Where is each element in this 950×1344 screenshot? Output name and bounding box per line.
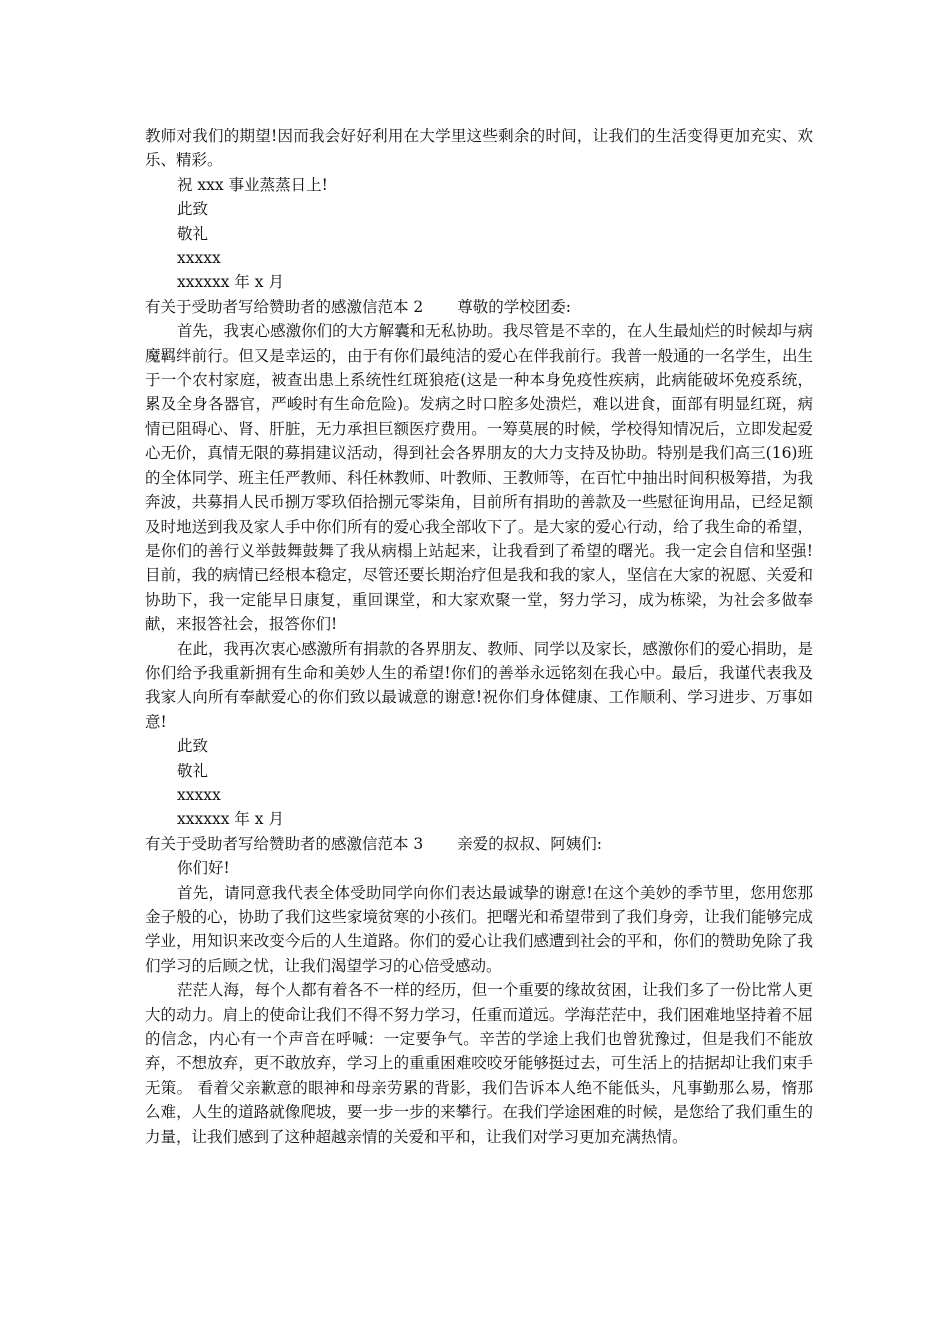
letter2-signature: xxxxx: [177, 785, 221, 804]
letter2-paragraph-1: 首先，我衷心感激你们的大方解囊和无私协助。我尽管是不幸的，在人生最灿烂的时候却与病魔羁绊前行。但又是幸运的，由于有你们最纯洁的爱心在伴我前行。我普一般通的一名学生，出生于一个农村家庭，被查出患上系统性红斑狼疮(这是一种本身免疫性疾病，此病能破坏免疫系统，累及全身各器官，严峻时有生命危险)。发病之时口腔多处溃烂，难以进食，面部有明显红斑，病情已阻碍心、肾、肝脏，无力承担巨额医疗费用。一筹莫展的时候，学校得知情况后，立即发起爱心无价，真情无限的募捐建议活动，得到社会各界朋友的大力支持及协助。特别是我们高三(16)班的全体同学、班主任严教师、科任林教师、叶教师、王教师等，在百忙中抽出时间积极筹措，为我奔波，共募捐人民币捌万零玖佰拾捌元零柒角，目前所有捐助的善款及一些慰征询用品，已经足额及时地送到我及家人手中你们所有的爱心我全部收下了。是大家的爱心行动，给了我生命的希望，是你们的善行义举鼓舞鼓舞了我从病榻上站起来，让我看到了希望的曙光。我一定会自信和坚强!目前，我的病情已经根本稳定，尽管还要长期治疗但是我和我的家人，坚信在大家的祝愿、关爱和协助下，我一定能早日康复，重回课堂，和大家欢聚一堂，努力学习，成为栋梁，为社会多做奉献，来报答社会，报答你们!: [145, 322, 813, 634]
letter3-paragraph-2: 茫茫人海，每个人都有着各不一样的经历，但一个重要的缘故贫困，让我们多了一份比常人更大的动力。肩上的使命让我们不得不努力学习，任重而道远。学海茫茫中，我们困难地坚持着不屈的信念，内心有一个声音在呼喊：一定要争气。辛苦的学途上我们也曾犹豫过，但是我们不能放弃，不想放弃，更不敢放弃，学习上的重重困难咬咬牙能够挺过去，可生活上的拮据却让我们束手无策。 看着父亲歉意的眼神和母亲劳累的背影，我们告诉本人绝不能低头，凡事勤那么易，惰那么难，人生的道路就像爬坡，要一步一步的来攀行。在我们学途困难的时候，是您给了我们重生的力量，让我们感到了这种超越亲情的关爱和平和，让我们对学习更加充满热情。: [145, 981, 813, 1146]
intro-paragraph-tail: 教师对我们的期望!因而我会好好利用在大学里这些剩余的时间，让我们的生活变得更加充实、欢乐、精彩。: [145, 127, 813, 170]
closing-jing-li: 敬礼: [177, 224, 209, 243]
letter2-jing-li: 敬礼: [177, 761, 209, 780]
letter2-paragraph-2: 在此，我再次衷心感激所有捐款的各界朋友、教师、同学以及家长，感激你们的爱心捐助，是你们给予我重新拥有生命和美妙人生的希望!你们的善举永远铭刻在我心中。最后，我谨代表我及我家人向所有奉献爱心的你们致以最诚意的谢意!祝你们身体健康、工作顺利、学习进步、万事如意!: [145, 639, 813, 731]
signature: xxxxx: [177, 249, 221, 268]
letter2-ci-zhi: 此致: [177, 737, 209, 756]
signature-date: xxxxxx 年 x 月: [177, 273, 284, 292]
letter3-greeting: 你们好!: [177, 859, 230, 878]
letter2-title: 有关于受助者写给赞助者的感激信范本 2: [145, 297, 424, 316]
letter3-heading: [145, 832, 813, 856]
closing-ci-zhi: 此致: [177, 200, 209, 219]
letter3-title: 有关于受助者写给赞助者的感激信范本 3: [145, 834, 424, 853]
letter3-salutation: 亲爱的叔叔、阿姨们:: [457, 834, 603, 853]
letter2-salutation: 尊敬的学校团委:: [457, 297, 572, 316]
letter2-date: xxxxxx 年 x 月: [177, 810, 284, 829]
letter2-heading: [145, 295, 813, 319]
document-body: [145, 124, 813, 1149]
wish-line: 祝 xxx 事业蒸蒸日上!: [177, 175, 328, 194]
letter3-paragraph-1: 首先，请同意我代表全体受助同学向你们表达最诚挚的谢意!在这个美妙的季节里，您用您那金子般的心，协助了我们这些家境贫寒的小孩们。把曙光和希望带到了我们身旁，让我们能够完成学业，用知识来改变今后的人生道路。你们的爱心让我们感遭到社会的平和，你们的赞助免除了我们学习的后顾之忧，让我们渴望学习的心倍受感动。: [145, 883, 813, 975]
